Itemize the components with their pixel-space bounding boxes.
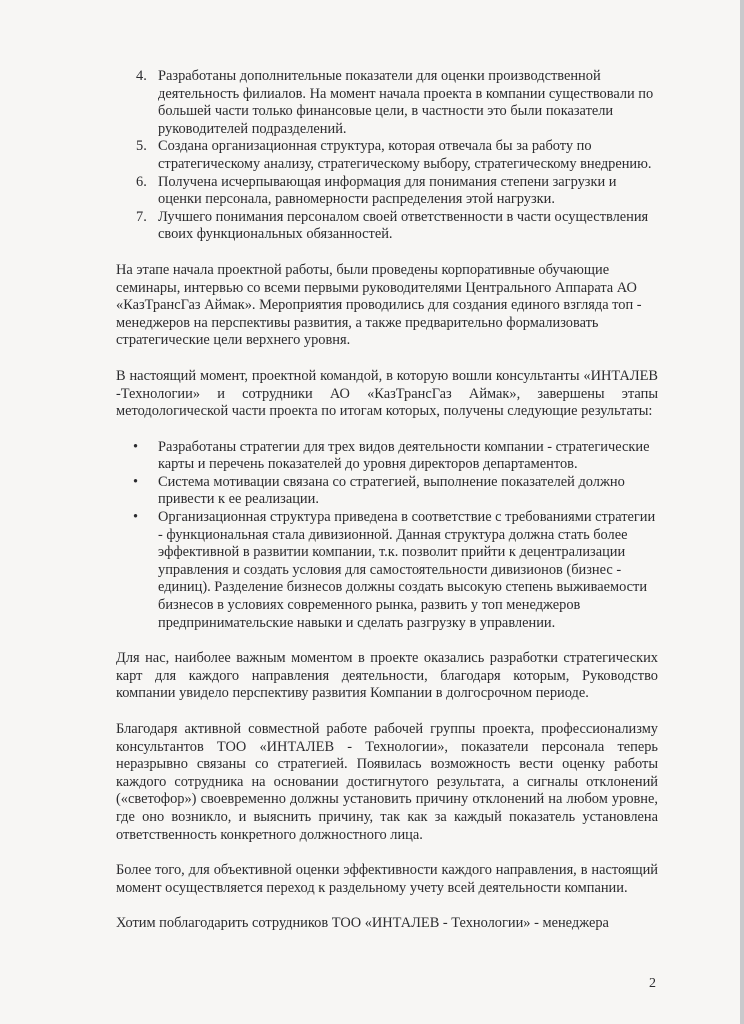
- paragraph-teamwork: Благодаря активной совместной работе рабочей группы проекта, профессионализму консультантов ТОО «ИНТАЛЕВ - Технологии», показатели персонала теперь неразрывно связаны со стратегией. Появилась возможность вести оценку работы каждого сотрудника на основании достигнутого результата, а сигналы отклонений («светофор») своевременно должны установить причину отклонений на любом уровне, где оно возникло, и выяснить причину, так как за каждый показатель установлена ответственность конкретного должностного лица.: [116, 721, 658, 843]
- document-body: [116, 68, 658, 933]
- page-number: 2: [649, 976, 656, 991]
- bullet-glyph: •: [133, 438, 139, 455]
- bullet-item: [116, 474, 658, 509]
- bullet-item-text: Система мотивации связана со стратегией, выполнение показателей должно привести к ее реализации.: [158, 473, 625, 508]
- paragraph-project-start: На этапе начала проектной работы, были проведены корпоративные обучающие семинары, интервью со всеми первыми руководителями Центрального Аппарата АО «КазТрансГаз Аймак». Мероприятия проводились для создания единого взгляда топ - менеджеров на перспективы развития, а также предварительно формализовать стратегические цели верхнего уровня.: [116, 261, 642, 349]
- list-item: [116, 174, 658, 209]
- bullet-glyph: •: [133, 509, 139, 526]
- list-item-text: Разработаны дополнительные показатели для оценки производственной деятельность филиалов. На момент начала проекта в компании существовали по большей части только финансовые цели, в частности это были показатели руководителей подразделений.: [158, 68, 654, 137]
- paragraph-strategic-maps: Для нас, наиболее важным моментом в проекте оказались разработки стратегических карт для каждого направления деятельности, благодаря которым, Руководство компании увидело перспективу развития Компании в долгосрочном периоде.: [116, 650, 658, 702]
- page-edge: [740, 0, 744, 1024]
- bullet-item: [116, 509, 658, 632]
- list-item: [116, 68, 658, 138]
- paragraph-thanks: Хотим поблагодарить сотрудников ТОО «ИНТАЛЕВ - Технологии» - менеджера: [116, 915, 609, 932]
- list-item-number: 5.: [136, 138, 147, 155]
- bullet-list: [116, 439, 658, 633]
- numbered-list: [116, 68, 658, 244]
- list-item-text: Создана организационная структура, которая отвечала бы за работу по стратегическому анализу, стратегическому выбору, стратегическому внедрению.: [158, 138, 652, 172]
- paragraph-current-status: В настоящий момент, проектной командой, в которую вошли консультанты «ИНТАЛЕВ -Технологии» и сотрудники АО «КазТрансГаз Аймак», завершены этапы методологической части проекта по итогам которых, получены следующие результаты:: [116, 367, 658, 420]
- bullet-item-text: Организационная структура приведена в соответствие с требованиями стратегии - функциональная стала дивизионной. Данная структура должна стать более эффективной в развитии компании, т.к. позволит прийти к децентрализации управления и создать условия для самостоятельности дивизионов (бизнес - единиц). Разделение бизнесов должны создать высокую степень выживаемости бизнесов в условиях современного рынка, развить у топ менеджеров предпринимательские навыки и сделать разгрузку в управлении.: [158, 509, 656, 631]
- bullet-item: [116, 439, 658, 474]
- list-item-number: 6.: [136, 173, 147, 190]
- list-item-number: 7.: [136, 208, 147, 225]
- bullet-glyph: •: [133, 473, 139, 490]
- list-item: [116, 209, 658, 244]
- list-item-text: Получена исчерпывающая информация для понимания степени загрузки и оценки персонала, равномерности распределения этой нагрузки.: [158, 173, 617, 208]
- list-item-number: 4.: [136, 68, 147, 84]
- list-item-text: Лучшего понимания персоналом своей ответственности в части осуществления своих функциональных обязанностей.: [158, 208, 649, 243]
- paragraph-accounting: Более того, для объективной оценки эффективности каждого направления, в настоящий момент осуществляется переход к раздельному учету всей деятельности компании.: [116, 862, 658, 896]
- list-item: [116, 138, 658, 173]
- bullet-item-text: Разработаны стратегии для трех видов деятельности компании - стратегические карты и перечень показателей до уровня директоров департаментов.: [158, 438, 650, 473]
